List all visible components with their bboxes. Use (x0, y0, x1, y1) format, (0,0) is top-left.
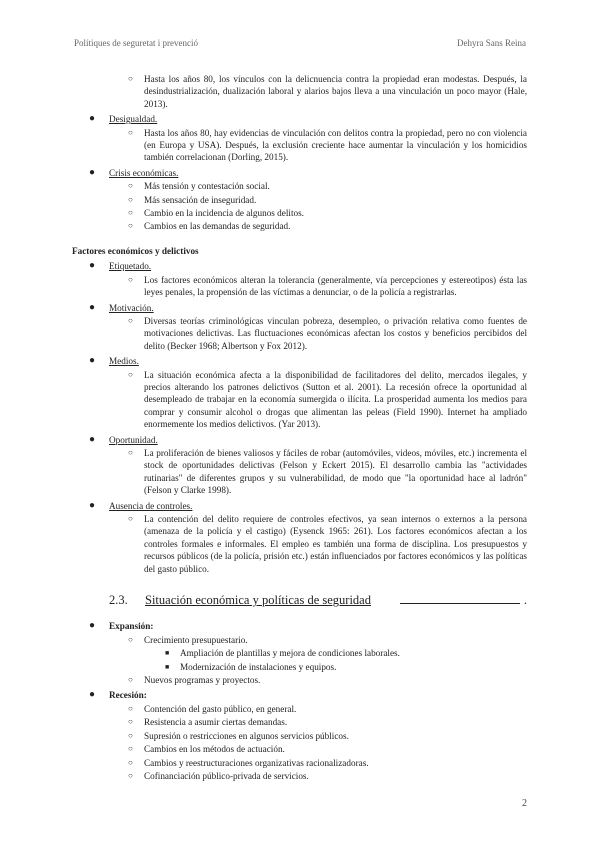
list-subitem: ○ Cambios y reestructuraciones organizativas racionalizadoras. (128, 757, 369, 768)
list-item-ausencia-controles: ● Ausencia de controles. (89, 499, 193, 511)
list-item-motivacion: ● Motivación. (89, 301, 154, 313)
list-item-oportunidad: ● Oportunidad. (89, 433, 158, 445)
list-subitem: ○ Nuevos programas y proyectos. (128, 675, 261, 686)
running-header (74, 38, 526, 48)
heading-end-mark: . (523, 593, 527, 608)
list-subitem: ○ Más tensión y contestación social. (128, 181, 270, 192)
list-subsubitem: ■ Modernización de instalaciones y equipos. (165, 661, 337, 672)
list-item-expansion: ● Expansión: (89, 620, 154, 632)
section-number: 2.3. (109, 593, 128, 608)
list-subitem: ○ Más sensación de inseguridad. (128, 194, 257, 205)
list-item-medios: ● Medios. (89, 355, 139, 367)
list-subitem: ○ Crecimiento presupuestario. (128, 634, 248, 645)
heading-rule (400, 593, 520, 604)
list-subitem: ○ Cofinanciación público-privada de servicios. (128, 770, 309, 781)
subheading-factores: Factores económicos y delictivos (72, 245, 199, 256)
list-subitem: ○ Los factores económicos alteran la tolerancia (generalmente, vía percepciones y estereotipos) ésta las leyes penales, la propensión de las víctimas a denunciar, o de la policía a registrarlas. (128, 274, 527, 298)
section-title: Situación económica y políticas de seguridad (145, 593, 371, 608)
page-body (72, 72, 527, 782)
list-item-desigualdad: ● Desigualdad. (89, 113, 158, 125)
list-item-crisis: ● Crisis económicas. (89, 166, 179, 178)
list-subitem: ○ Diversas teorías criminológicas vinculan pobreza, desempleo, o privación relativa como fuentes de motivaciones delictivas. Las fluctuaciones económicas afectan los costos y beneficios percibidos del delito (Becker 1968; Albertson y Fox 2012). (128, 315, 527, 351)
list-subitem: ○ Cambio en la incidencia de algunos delitos. (128, 208, 304, 219)
list-subitem: ○ La contención del delito requiere de controles efectivos, ya sean internos o externos a la persona (amenaza de la policía y el castigo) (Eysenck 1965: 261). Los factores económicos afectan a los controles formales e informales. El empleo es también una forma de disciplina. Los presupuestos y recursos públicos (de la policía, prisión etc.) están influenciados por factores económicos y las políticas del gasto público. (128, 514, 527, 574)
list-subitem: ○ La situación económica afecta a la disponibilidad de facilitadores del delito, mercados ilegales, y precios alterando los patrones delictivos (Sutton et al. 2001). La recesión ofrece la oportunidad al desempleado de trabajar en la economía sumergida o ilícita. La prosperidad aumenta los medios para comprar y consumir alcohol o drogas que alimentan las peleas (Field 1990). Internet ha ampliado enormemente los medios delictivos. (Yar 2013). (128, 369, 527, 430)
list-subitem: ○ Contención del gasto público, en general. (128, 703, 297, 714)
list-subitem: ○ Hasta los años 80, los vínculos con la delicnuencia contra la propiedad eran modestas. Después, la desindustrialización, dualización laboral y alarios bajos lleva a una vinculación un poco mayor (Hale, 2013). (128, 74, 527, 109)
list-subitem: ○ Resistencia a asumir ciertas demandas. (128, 717, 288, 728)
list-item-recesion: ● Recesión: (89, 689, 147, 701)
header-course-title: Polítiques de seguretat i prevenció (74, 38, 198, 48)
header-author: Dehyra Sans Reina (457, 38, 526, 48)
list-subitem: ○ Cambios en los métodos de actuación. (128, 744, 285, 755)
page-number: 2 (522, 798, 527, 809)
section-heading (109, 593, 527, 606)
list-subitem: ○ Supresión o restricciones en algunos servicios públicos. (128, 730, 349, 741)
list-subitem: ○ Hasta los años 80, hay evidencias de vinculación con delitos contra la propiedad, pero no con violencia (en Europa y USA). Después, la exclusión creciente hace aumentar la vinculación y los homicidios también correlacionan (Dorling, 2015). (128, 127, 527, 163)
list-subitem: ○ La proliferación de bienes valiosos y fáciles de robar (automóviles, videos, móviles, etc.) incrementa el stock de oportunidades delictivas (Felson y Eckert 2015). El desarrollo cambia las "actividades rutinarias" de diferentes grupos y su vulnerabilidad, de modo que "la oportunidad hace al ladrón" (Felson y Clarke 1998). (128, 447, 527, 496)
list-subsubitem: ■ Ampliación de plantillas y mejora de condiciones laborales. (165, 648, 400, 659)
list-subitem: ○ Cambios en las demandas de seguridad. (128, 221, 291, 232)
list-item-etiquetado: ● Etiquetado. (89, 260, 152, 272)
